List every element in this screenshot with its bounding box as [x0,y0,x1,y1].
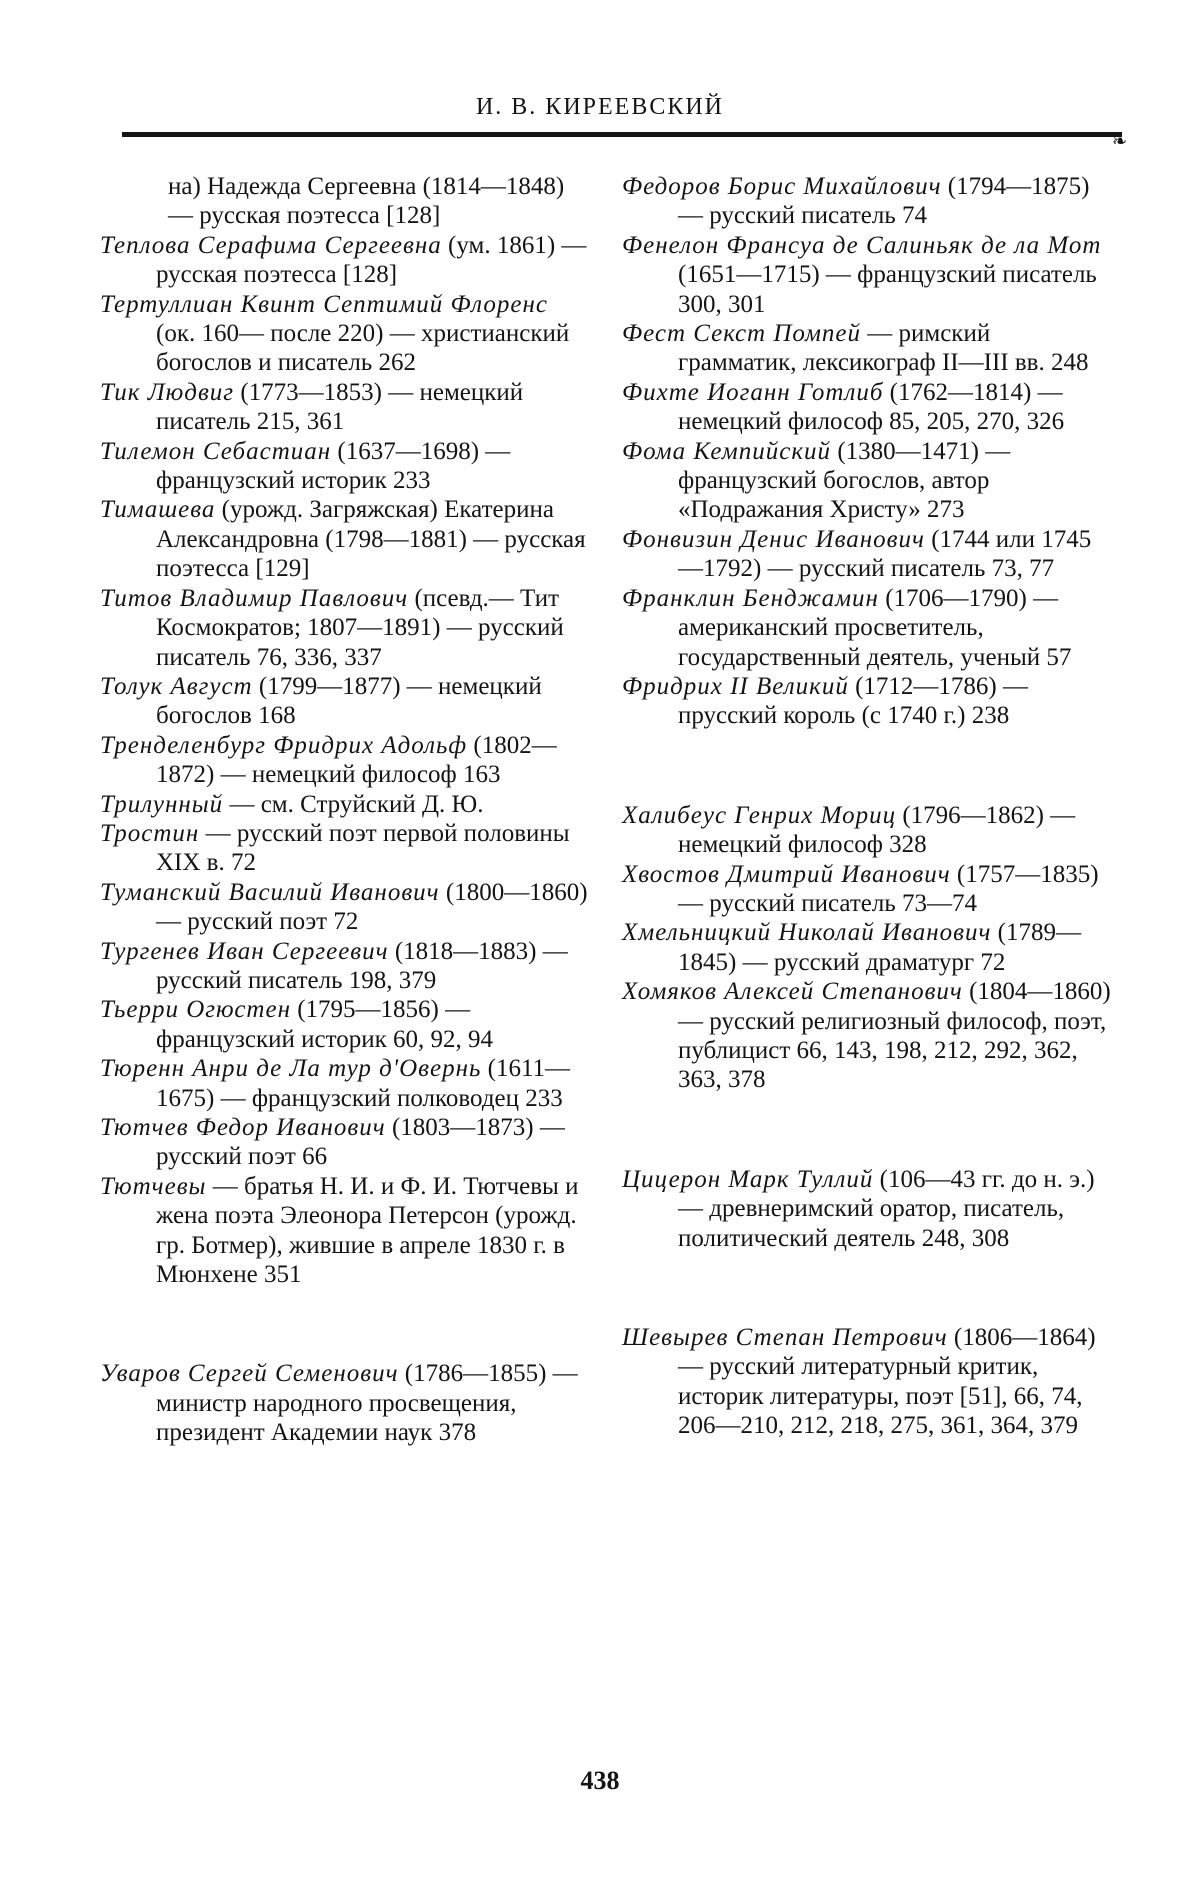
left-column [100,172,590,1448]
index-entry [622,918,1112,977]
entry-name: Шевырев Степан Петрович [622,1324,948,1351]
index-entry [622,1165,1112,1253]
index-entry [100,731,590,790]
index-entry [622,672,1112,731]
entry-text: (1806—1864) — русский литературный критик, историк литературы, поэт [51], 66, 74, 206—210, 212, 218, 275, 361, 364, 379 [678,1324,1096,1440]
index-entry [100,1172,590,1290]
index-entry [100,672,590,731]
entry-text: (1799—1877) — немецкий богослов 168 [156,672,542,730]
entry-name: Тик Людвиг [100,378,235,406]
index-entry [100,790,590,819]
entry-text: (1804—1860) — русский религиозный философ, поэт, публицист 66, 143, 198, 212, 292, 362, 363, 378 [678,978,1111,1094]
entry-name: Толук Август [100,672,253,700]
entry-name: Хвостов Дмитрий Иванович [622,860,951,888]
entry-name: Тилемон Себастиан [100,437,332,465]
entry-name: Хмельницкий Николай Иванович [622,919,992,947]
entry-text: (1380—1471) — французский богослов, автор «Подражания Христу» 273 [678,437,1011,524]
entry-text: — братья Н. И. и Ф. И. Тютчевы и жена поэта Элеонора Петерсон (урожд. гр. Ботмер), жившие в апреле 1830 г. в Мюнхене 351 [156,1172,579,1289]
index-entry [622,172,1112,231]
index-entry [622,525,1112,584]
entry-text: (106—43 гг. до н. э.) — древнеримский оратор, писатель, политический деятель 248, 308 [678,1165,1095,1252]
entry-text: — римский грамматик, лексикограф II—III вв. 248 [678,320,1089,377]
right-column [622,172,1112,1441]
entry-text: (1712—1786) — прусский король (с 1740 г.) 238 [678,672,1028,730]
index-entry [100,937,590,996]
entry-text: (1706—1790) — американский просветитель, государственный деятель, ученый 57 [678,584,1072,671]
entry-text: (1800—1860) — русский поэт 72 [156,878,588,936]
index-entry [100,290,590,378]
entry-text: (1789—1845) — русский драматург 72 [678,919,1081,976]
entry-name: Тертуллиан Квинт Септимий Флоренс [100,290,548,318]
entry-name: Титов Владимир Павлович [100,584,409,612]
letter-gap [100,1289,590,1359]
index-entry [100,231,590,290]
entry-text: (1762—1814) — немецкий философ 85, 205, 270, 326 [678,378,1065,436]
letter-gap [622,1253,1112,1323]
index-entry [100,1113,590,1172]
entry-text: (1773—1853) — немецкий писатель 215, 361 [156,378,524,436]
index-entry [622,319,1112,378]
index-entry [100,878,590,937]
page-number: 438 [580,1766,620,1795]
index-entry [622,231,1112,319]
header-rule [122,132,1122,137]
entry-text: (1818—1883) — русский писатель 198, 379 [156,937,568,994]
entry-name: Франклин Бенджамин [622,584,879,612]
entry-text: (1637—1698) — французский историк 233 [156,437,511,495]
index-entry [100,437,590,496]
index-entry [100,495,590,583]
entry-name: Фест Секст Помпей [622,320,862,348]
entry-name: Федоров Борис Михайлович [622,173,942,200]
entry-name: Тютчевы [100,1172,207,1200]
entry-name: Цицерон Марк Туллий [622,1165,874,1193]
entry-text: (1744 или 1745—1792) — русский писатель 73, 77 [678,525,1092,583]
index-entry [100,172,590,231]
entry-text: (1803—1873) — русский поэт 66 [156,1114,565,1171]
entry-name: Хомяков Алексей Степанович [622,978,963,1006]
index-entry [622,584,1112,672]
letter-gap [622,1095,1112,1165]
entry-text: (1794—1875) — русский писатель 74 [678,173,1090,230]
index-entry [100,378,590,437]
entry-text: (1795—1856) — французский историк 60, 92, 94 [156,996,494,1053]
running-header: И. В. КИРЕЕВСКИЙ [475,94,725,120]
index-entry [622,1323,1112,1441]
entry-text: (урожд. Загряжская) Екатерина Александровна (1798—1881) — русская поэтесса [129] [156,496,586,583]
entry-name: Фридрих II Великий [622,672,849,700]
entry-text: (1757—1835) — русский писатель 73—74 [678,860,1099,917]
entry-name: Фонвизин Денис Иванович [622,525,925,553]
entry-name: Тюренн Анри де Ла тур д'Овернь [100,1055,482,1083]
letter-gap [622,731,1112,801]
index-entry [100,584,590,672]
entry-name: Тростин [100,819,200,847]
index-entry [100,1359,590,1447]
entry-name: Тьерри Огюстен [100,996,291,1024]
entry-name: Трилунный [100,790,224,818]
entry-name: Тимашева [100,496,216,524]
entry-name: Фихте Иоганн Готлиб [622,378,884,406]
index-entry [100,995,590,1054]
index-entry [622,801,1112,860]
entry-text: (1786—1855) — министр народного просвещения, президент Академии наук 378 [156,1360,578,1447]
entry-name: Фенелон Франсуа де Салиньяк де ла Мот [622,231,1102,259]
entry-text: (псевд.— Тит Космократов; 1807—1891) — русский писатель 76, 336, 337 [156,584,564,671]
index-entry [622,378,1112,437]
entry-text: на) Надежда Сергеевна (1814—1848) — русская поэтесса [128] [168,173,565,230]
entry-text: (1802—1872) — немецкий философ 163 [156,731,557,789]
entry-name: Тютчев Федор Иванович [100,1114,386,1141]
entry-text: (ум. 1861) — русская поэтесса [128] [156,231,587,289]
entry-name: Тургенев Иван Сергеевич [100,937,389,965]
entry-text: (1796—1862) — немецкий философ 328 [678,801,1076,859]
entry-text: (1611—1675) — французский полководец 233 [156,1055,571,1112]
index-entry [622,860,1112,919]
entry-name: Фома Кемпийский [622,437,832,465]
index-entry [622,977,1112,1095]
entry-name: Туманский Василий Иванович [100,878,440,906]
entry-name: Теплова Серафима Сергеевна [100,231,442,259]
entry-text: (1651—1715) — французский писатель 300, 301 [678,261,1097,318]
entry-name: Уваров Сергей Семенович [100,1360,399,1388]
rule-mark: ❧ [1112,131,1128,151]
entry-text: (ок. 160— после 220) — христианский богослов и писатель 262 [156,320,570,377]
entry-name: Тренделенбург Фридрих Адольф [100,731,468,759]
entry-text: — русский поэт первой половины XIX в. 72 [156,819,570,877]
entry-name: Халибеус Генрих Мориц [622,801,897,829]
index-entry [100,819,590,878]
index-entry [100,1054,590,1113]
index-entry [622,437,1112,525]
entry-text: — см. Струйский Д. Ю. [223,790,484,818]
